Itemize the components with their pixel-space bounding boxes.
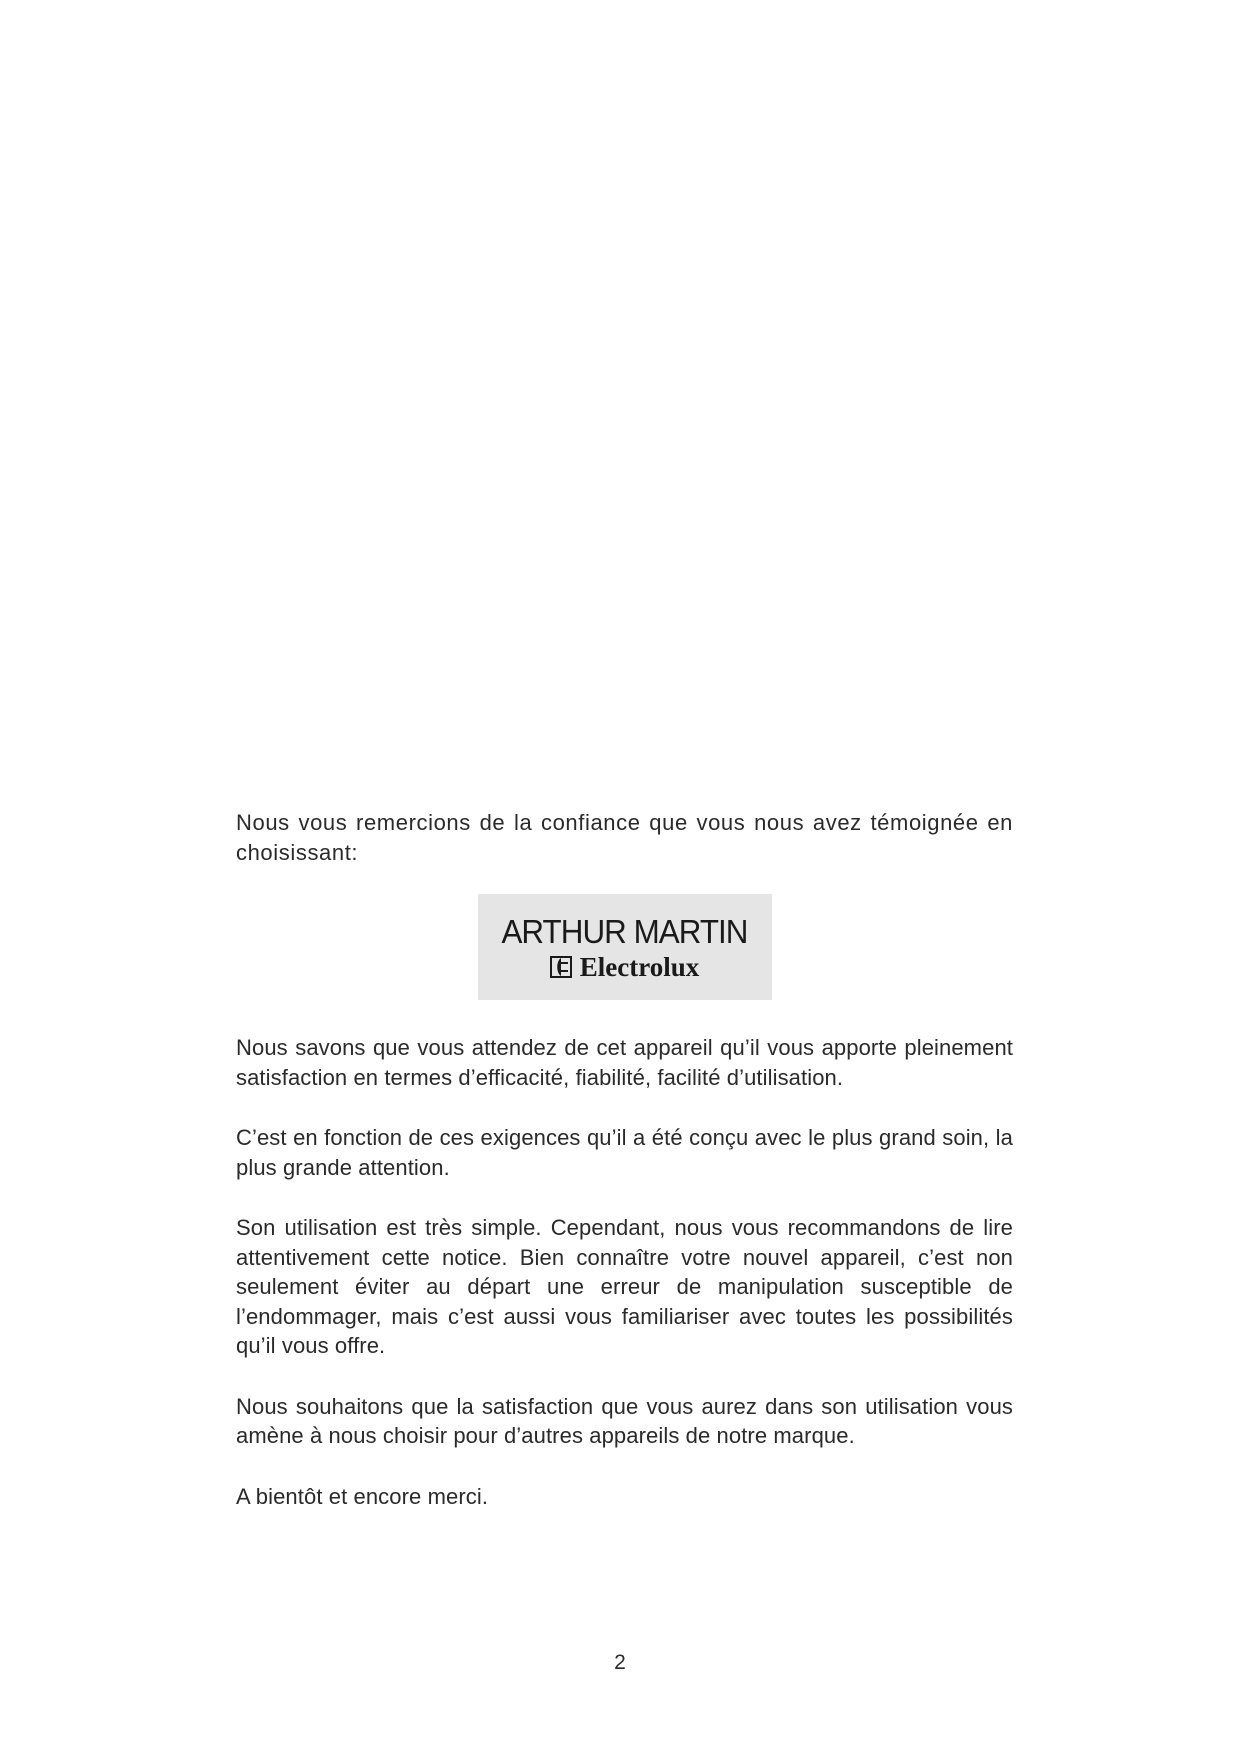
paragraph-usage: Son utilisation est très simple. Cependant, nous vous recommandons de lire attentivement cette notice. Bien connaître votre nouvel appareil, c’est non seulement éviter au départ une erreur de manipulation susceptible de l’endommager, mais c’est aussi vous familiariser avec toutes les possibilités qu’il vous offre. bbox=[236, 1215, 1013, 1358]
brand-logo-container bbox=[236, 894, 1013, 1000]
paragraph-design: C’est en fonction de ces exigences qu’il a été conçu avec le plus grand soin, la plus grande attention. bbox=[236, 1125, 1013, 1180]
letter-body bbox=[236, 808, 1013, 1511]
brand-logo bbox=[478, 894, 772, 1000]
logo-sub-brand bbox=[550, 952, 699, 982]
intro-text: Nous vous remercions de la confiance que vous nous avez témoignée en choisissant: bbox=[236, 810, 1013, 865]
logo-sub-brand-name: Electrolux bbox=[579, 952, 700, 982]
paragraph-closing: A bientôt et encore merci. bbox=[236, 1483, 489, 1509]
paragraph-satisfaction: Nous souhaitons que la satisfaction que vous aurez dans son utilisation vous amène à nous choisir pour d’autres appareils de notre marque. bbox=[236, 1393, 1013, 1448]
paragraph-expectations: Nous savons que vous attendez de cet appareil qu’il vous apporte pleinement satisfaction en termes d’efficacité, fiabilité, facilité d’utilisation. bbox=[236, 1035, 1013, 1090]
electrolux-emblem-icon bbox=[550, 956, 572, 978]
logo-brand-name: ARTHUR MARTIN bbox=[501, 913, 748, 950]
page-number: 2 bbox=[614, 1651, 626, 1674]
